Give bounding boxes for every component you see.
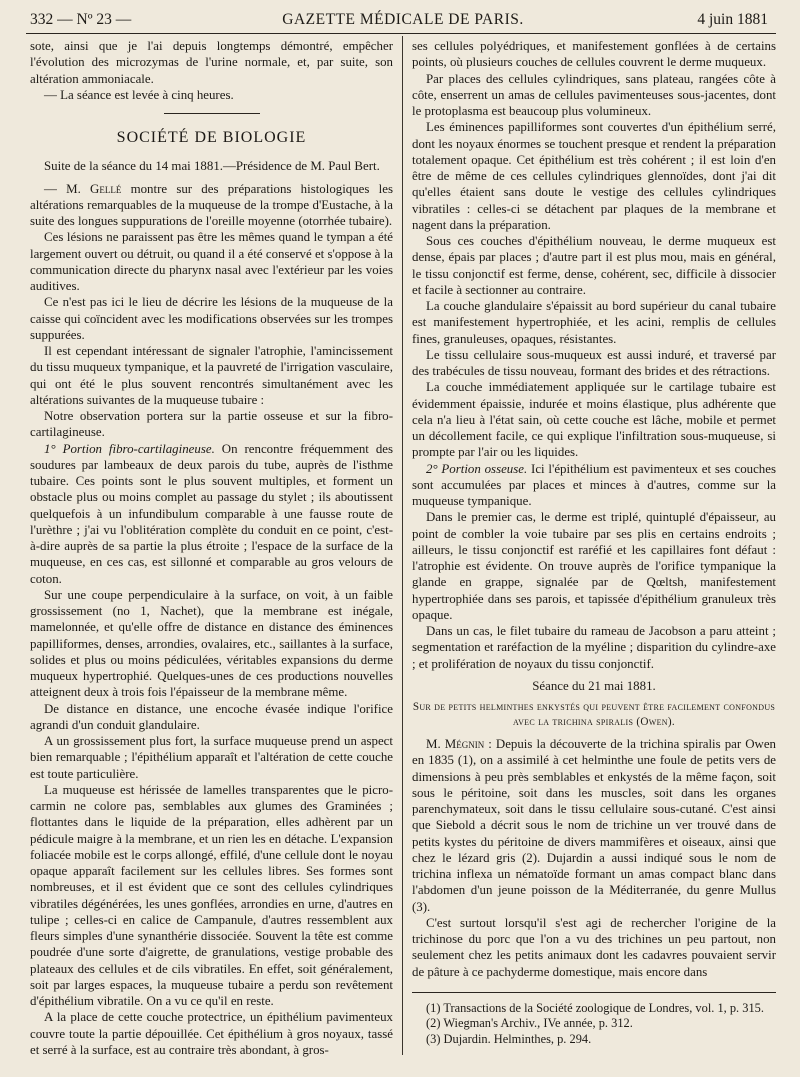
paragraph: Le tissu cellulaire sous-muqueux est aussi induré, et traversé par des trabécules de tissu nouveau, formant des brides et des rétractions. (412, 347, 776, 378)
paragraph: A la place de cette couche protectrice, un épithélium pavimenteux couvre toute la partie dépouillée. Cet épithélium à gros noyaux, tassé et serré à la surface, est au contraire très abondant, à gros- (30, 1010, 393, 1057)
session-line: Suite de la séance du 14 mai 1881.—Présidence de M. Paul Bert. (44, 159, 380, 174)
paragraph: Ces lésions ne paraissent pas être les mêmes quand le tympan a été largement ouvert ou détruit, ou quand il a été conservé et s'oppose à la communication directe du pharynx nasal avec l'extérieur par les voies auditives. (30, 230, 393, 293)
session-heading: Séance du 21 mai 1881. (532, 678, 656, 693)
portion-two-paragraph: 2° Portion osseuse. Ici l'épithélium est pavimenteux et ses couches sont accumulées par places et minces à d'autres, comme sur la muqueuse tympanique. (412, 461, 776, 508)
paragraph: Dans le premier cas, le derme est triplé, quintuplé d'épaisseur, au point de combler la voie tubaire par ses plis en certains endroits ; ailleurs, le tissu conjonctif est raréfié et les capillaires font défaut : l'atrophie est évidente. On trouve auprès de l'orifice tympanique la glande en grappe, signalée par de Qœltsh, manifestement hypertrophiée dans ses parois, et tapissée d'épithélium granuleux très opaque. (412, 510, 776, 622)
megnin-paragraph: M. Mégnin : Depuis la découverte de la trichina spiralis par Owen en 1835 (1), on a assimilé à cet helminthe une foule de petits vers de dimensions à peu près semblables et enkystés de la même façon, soit sous le péritoine, soit dans les muscles, soit dans les organes parenchymateux, soit dans le tissu cellulaire sous-cutané. C'est ainsi que Siebold a décrit sous le nom de trichine un ver trouvé dans de petits kystes du péritoine de divers mammifères et oiseaux, ainsi que chez le lézard gris (2). Dujardin a aussi indiqué sous le nom de trichina inflexa un nématoïde formant un amas compact blanc dans l'abdomen d'un jeune poisson de la Méditerranée, du genre Mullus (3). (412, 737, 776, 914)
paragraph: De distance en distance, une encoche évasée indique l'orifice agrandi d'un conduit glandulaire. (30, 701, 393, 732)
article-subtitle: Sur de petits helminthes enkystés qui peuvent être facilement confondus avec la trichina spiralis (Owen). (412, 701, 776, 728)
journal-title: GAZETTE MÉDICALE DE PARIS. (282, 11, 524, 28)
paragraph: Il est cependant intéressant de signaler l'atrophie, l'amincissement du tissu muqueux tympanique, et la pauvreté de l'irrigation vasculaire, qui ont été le plus souvent rencontrés simultanément avec les altérations suivantes de la muqueuse tubaire : (30, 344, 393, 407)
continued-paragraph: sote, ainsi que je l'ai depuis longtemps démontré, empêcher l'évolution des microzymas de l'urine normale, et, par suite, son altération ammoniacale. (30, 39, 393, 86)
page-number: 332 — Nº 23 — (30, 11, 132, 28)
footnote: (2) Wiegman's Archiv., IVe année, p. 312. (426, 1016, 633, 1031)
footnote: (1) Transactions de la Société zoologique de Londres, vol. 1, p. 315. (426, 1000, 764, 1015)
paragraph: A un grossissement plus fort, la surface muqueuse prend un aspect bien remarquable ; l'épithélium apparaît et l'altération de cette couche est toute particulière. (30, 734, 393, 781)
portion-one-paragraph: 1° Portion fibro-cartilagineuse. On rencontre fréquemment des soudures par lambeaux de deux parois du tube, auprès de l'isthme tubaire. Ces points sont le plus souvent multiples, et forment un obstacle plus ou moins complet au passage du stylet ; ils aboutissent quelquefois à un infundibulum comparable à une fausse route de l'urèthre ; j'ai vu l'oblitération complète du conduit en ce point, c'est-à-dire auprès de sa partie la plus étroite ; l'espace de la surface de la muqueuse, en ces cas, est sillonné et comparable au gros velours de coton. (30, 441, 394, 586)
session-closing: — La séance est levée à cinq heures. (44, 87, 234, 102)
footnote: (3) Dujardin. Helminthes, p. 294. (426, 1031, 592, 1046)
portion-one-label: 1° Portion fibro-cartilagineuse. (44, 441, 215, 456)
author-gelle: M. Gellé (66, 181, 122, 196)
footnote-rule (412, 992, 776, 993)
column-divider (402, 36, 403, 1055)
paragraph: Par places des cellules cylindriques, sans plateau, rangées côte à côte, enserrent un amas de cellules pavimenteuses sous-jacentes, dont le protoplasma est beaucoup plus volumineux. (412, 71, 776, 118)
left-column (30, 38, 393, 1058)
paragraph: La couche glandulaire s'épaissit au bord supérieur du canal tubaire est manifestement hypertrophiée, et les acini, remplis de cellules fines, granuleuses, opaques, résistantes. (412, 299, 776, 346)
paragraph: Les éminences papilliformes sont couvertes d'un épithélium serré, dont les noyaux énormes se touchent presque et rendent la préparation totalement opaque. Cet épithélium est très cohérent ; il est loin d'en être de même de ces cellules cylindriques glennoïdes, dont j'ai dit qu'elles étaient sans doute le vestige des cellules cylindriques vibratiles : celles-ci se détachent par plaques de la membrane et nagent dans la préparation. (412, 120, 776, 232)
paragraph: C'est surtout lorsqu'il s'est agi de rechercher l'origine de la trichinose du porc que l'on a vu des trichines un peu partout, non seulement chez les petits animaux dont les cadavres pouvaient servir de pâture à ce pachyderme domestique, mais encore dans (412, 915, 776, 979)
paragraph: Ce n'est pas ici le lieu de décrire les lésions de la muqueuse de la caisse qui coïncident avec les modifications observées sur les trompes suppurées. (30, 295, 393, 342)
society-heading: SOCIÉTÉ DE BIOLOGIE (116, 129, 307, 146)
paragraph: La couche immédiatement appliquée sur le cartilage tubaire est évidemment épaissie, indurée et moins élastique, plus adhérente que cela n'a lieu à l'état sain, où cette couche est lâche, mobile et permet un décollement facile, ce qui explique l'infiltration sous-muqueuse, si prompte par l'air ou les liquides. (412, 380, 776, 460)
issue-date: 4 juin 1881 (697, 11, 768, 28)
portion-two-label: 2° Portion osseuse. (426, 461, 528, 476)
paragraph: Dans un cas, le filet tubaire du rameau de Jacobson a paru atteint ; segmentation et raréfaction de la myéline ; disparition du cylindre-axe ; et prolifération de noyaux du tissu conjonctif. (412, 624, 776, 671)
page-header (30, 10, 776, 30)
paragraph: Notre observation portera sur la partie osseuse et sur la fibro-cartilagineuse. (30, 409, 393, 440)
paragraph: Sous ces couches d'épithélium nouveau, le derme muqueux est dense, épais par places ; d'autre part il est plus mou, mais en général, le tissu conjonctif est ferme, dense, cohérent, sec, difficile à dissocier et facile à sectionner au contraire. (412, 234, 776, 297)
paragraph: Sur une coupe perpendiculaire à la surface, on voit, à un faible grossissement (no 1, Nachet), que la membrane est inégale, mamelonnée, et qu'elle offre de distance en distance des éminences papilliformes, denses, arrondies, ovalaires, etc., saillantes à la surface, solides et plus ou moins pédiculées, véritables expansions du derme muqueux hypertrophié. Quelques-unes de ces productions nouvelles atteignent deux à trois fois l'épaisseur de la membrane même. (30, 587, 393, 700)
right-column (412, 38, 776, 1047)
author-megnin: M. Mégnin (426, 737, 485, 751)
paragraph: La muqueuse est hérissée de lamelles transparentes que le picro-carmin ne colore pas, semblables aux glumes des Graminées ; flottantes dans le liquide de la préparation, elles adhèrent par un pédicule maigre à la membrane, et un rien les en détache. L'expansion foliacée mobile est le corps allongé, effilé, d'une cellule dont le noyau opaque apparaît facilement sur les cellules libres. Ses formes sont nombreuses, et il est évident que ce sont des cellules cylindriques vibratiles dégénérées, les unes gonflées, arrondies en urne, d'autres en tulipe ; celles-ci en calice de Campanule, d'autres ressemblent aux fleurs simples d'une synanthérie dissociée. Souvent la tête est comme poudrée d'une sorte d'aigrette, de granulations, vestige probable des plateaux des cellules et de cils vibratiles. En effet, soit généralement, soit par larges espaces, la muqueuse tubaire a perdu son revêtement d'épithélium vibratile. On a vu ce qu'il en reste. (30, 782, 393, 1008)
section-rule (164, 113, 260, 114)
paragraph: ses cellules polyédriques, et manifestement gonflées à de certains points, où plusieurs couches de cellules couvrent le derme muqueux. (412, 39, 776, 70)
header-rule (26, 33, 776, 34)
gelle-paragraph: — M. Gellé montre sur des préparations histologiques les altérations remarquables de la muqueuse de la trompe d'Eustache, à la suite des longues suppurations de l'oreille moyenne (otorrhée tubaire). (30, 181, 393, 228)
